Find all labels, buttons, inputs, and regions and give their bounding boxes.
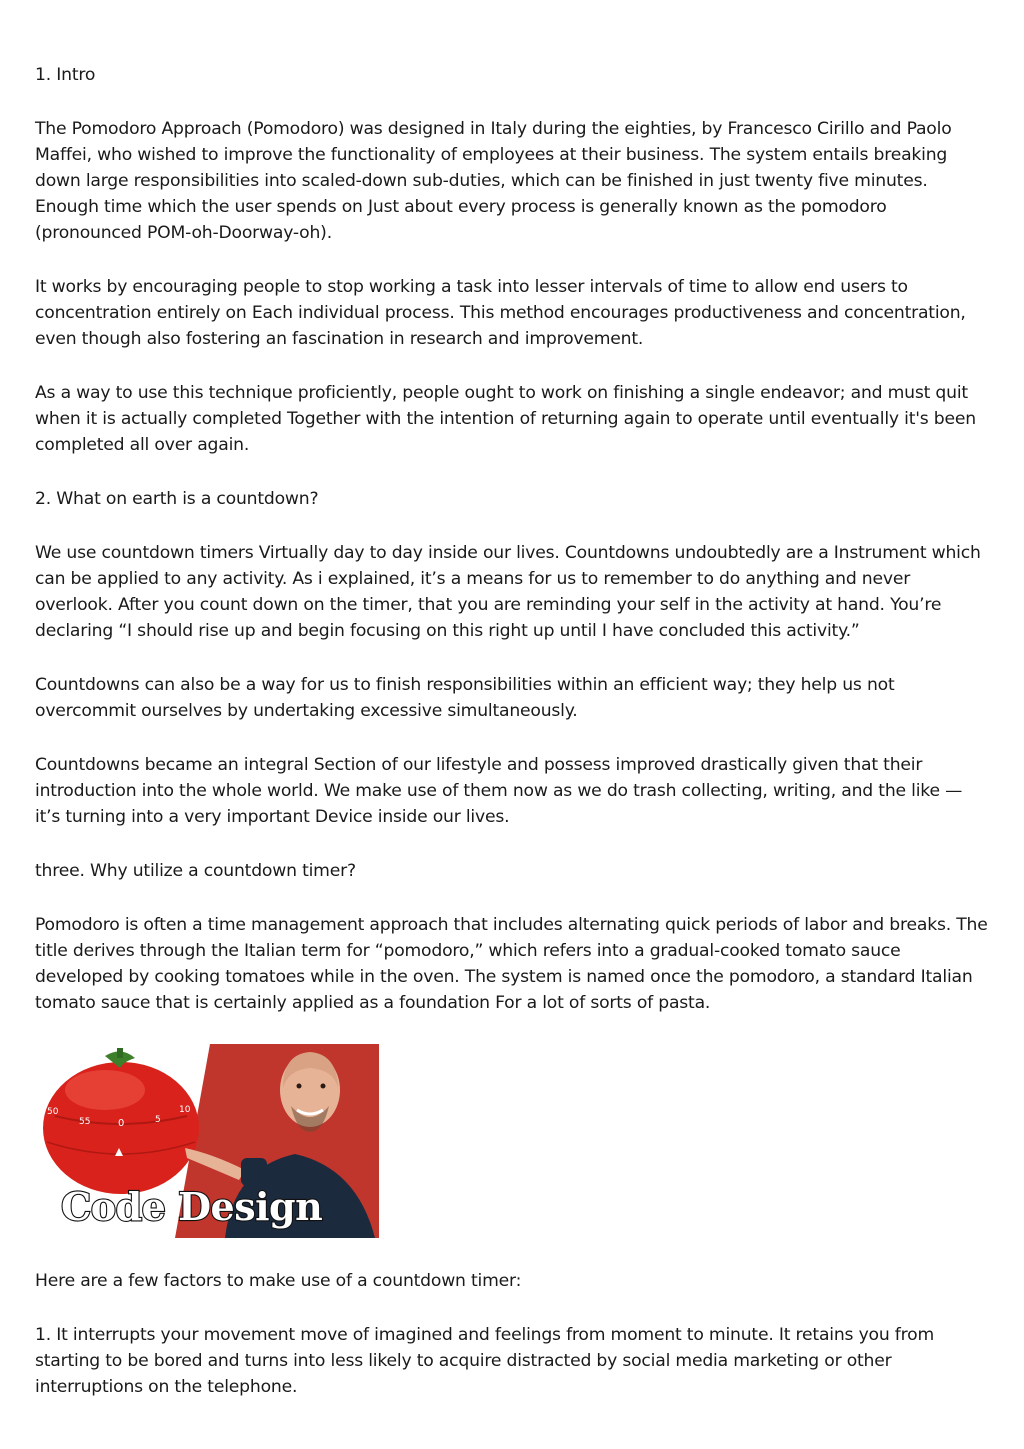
tick-label: 10 xyxy=(179,1105,191,1115)
section-heading-why: three. Why utilize a countdown timer? xyxy=(35,861,356,881)
paragraph: Here are a few factors to make use of a countdown timer: xyxy=(35,1271,522,1291)
paragraph: It works by encouraging people to stop working a task into lesser intervals of time to allow end users to concentration entirely on Each individual process. This method encourages productiveness and concentration, even though also fostering an fascination in research and improvement. xyxy=(35,277,966,349)
paragraph: The Pomodoro Approach (Pomodoro) was designed in Italy during the eighties, by Francesco Cirillo and Paolo Maffei, who wished to improve the functionality of employees at their business. The system entails breaking down large responsibilities into scaled-down sub-duties, which can be finished in just twenty five minutes. Enough time which the user spends on Just about every process is generally known as the pomodoro (pronounced POM-oh-Doorway-oh). xyxy=(35,119,952,243)
paragraph: We use countdown timers Virtually day to day inside our lives. Countdowns undoubtedly are a Instrument which can be applied to any activity. As i explained, it’s a means for us to remember to do anything and never overlook. After you count down on the timer, that you are reminding your self in the activity at hand. You’re declaring “I should rise up and begin focusing on this right up until I have concluded this activity.” xyxy=(35,543,981,641)
paragraph: Countdowns can also be a way for us to finish responsibilities within an efficient way; they help us not overcommit ourselves by undertaking excessive simultaneously. xyxy=(35,675,895,721)
paragraph: Countdowns became an integral Section of our lifestyle and possess improved drastically given that their introduction into the whole world. We make use of them now as we do trash collecting, writing, and the like — it’s turning into a very important Device inside our lives. xyxy=(35,755,963,827)
tick-label: 55 xyxy=(79,1117,91,1127)
tick-label: 0 xyxy=(118,1118,125,1129)
list-item: 1. It interrupts your movement move of imagined and feelings from moment to minute. It retains you from starting to be bored and turns into less likely to acquire distracted by social media marketing or other interruptions on the telephone. xyxy=(35,1325,935,1397)
document-body xyxy=(35,62,990,1428)
section-heading-intro: 1. Intro xyxy=(35,65,96,85)
tick-label: 5 xyxy=(155,1115,161,1125)
pomodoro-timer-image xyxy=(35,1044,379,1238)
paragraph: Pomodoro is often a time management approach that includes alternating quick periods of labor and breaks. The title derives through the Italian term for “pomodoro,” which refers into a gradual-cooked tomato sauce developed by cooking tomatoes while in the oven. The system is named once the pomodoro, a standard Italian tomato sauce that is certainly applied as a foundation For a lot of sorts of pasta. xyxy=(35,915,988,1013)
paragraph: As a way to use this technique proficiently, people ought to work on finishing a single endeavor; and must quit when it is actually completed Together with the intention of returning again to operate until eventually it's been completed all over again. xyxy=(35,383,976,455)
image-caption: Code Design xyxy=(61,1184,323,1229)
tomato-timer-icon xyxy=(43,1048,199,1194)
section-heading-countdown: 2. What on earth is a countdown? xyxy=(35,489,319,509)
tick-label: 50 xyxy=(47,1107,59,1117)
